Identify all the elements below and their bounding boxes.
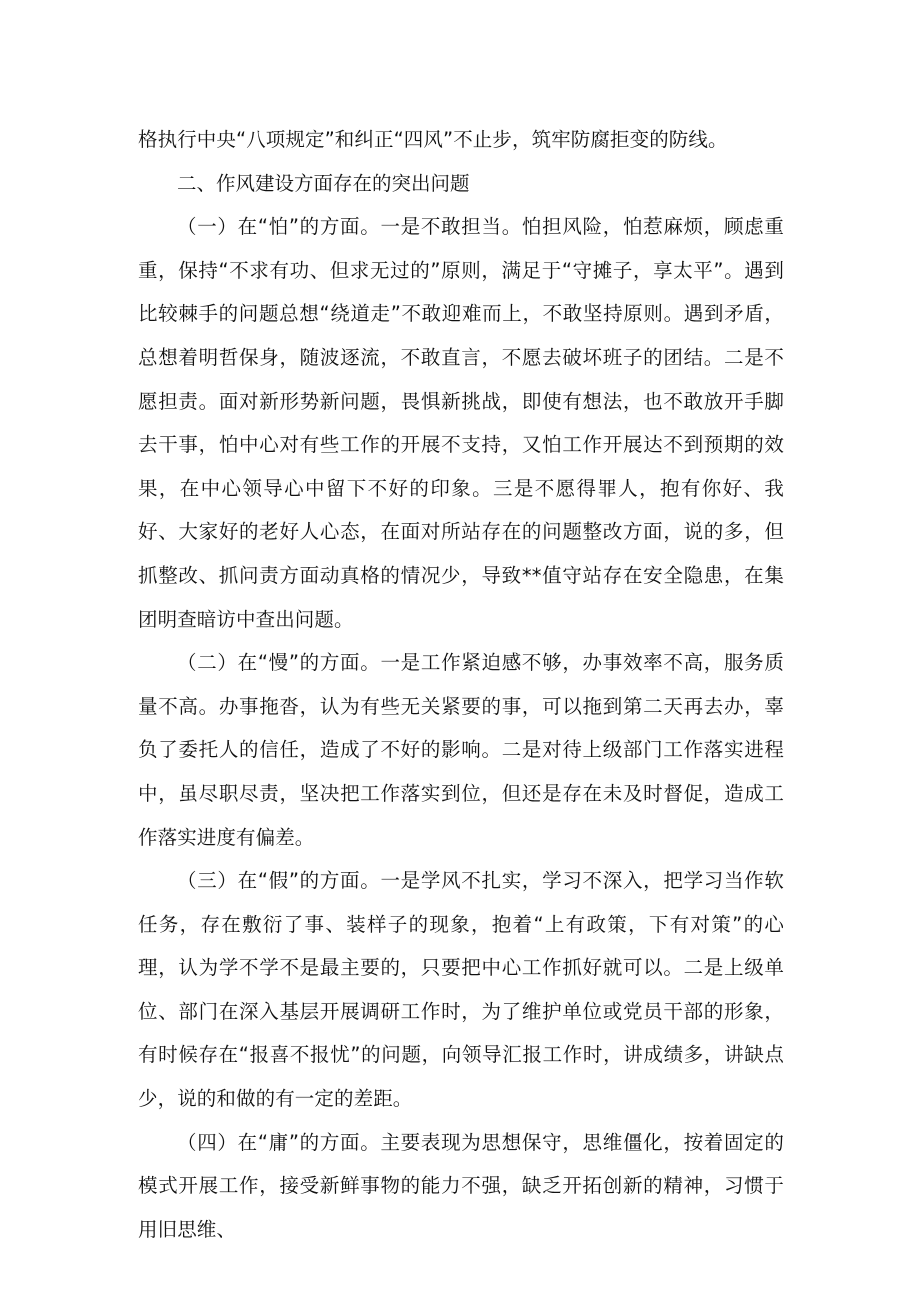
paragraph-continuation: 格执行中央“八项规定”和纠正“四风”不止步，筑牢防腐拒变的防线。: [138, 128, 728, 151]
paragraph-fear: （一）在“怕”的方面。一是不敢担当。怕担风险，怕惹麻烦，顾虑重重，保持“不求有功、但求无过的”原则，满足于“守摊子，享太平”。遇到比较棘手的问题总想“绕道走”不敢迎难而上，不敢坚持原则。遇到矛盾，总想着明哲保身，随波逐流，不敢直言，不愿去破坏班子的团结。二是不愿担责。面对新形势新问题，畏惧新挑战，即使有想法，也不敢放开手脚去干事，怕中心对有些工作的开展不支持，又怕工作开展达不到预期的效果，在中心领导心中留下不好的印象。三是不愿得罪人，抱有你好、我好、大家好的老好人心态，在面对所站存在的问题整改方面，说的多，但抓整改、抓问责方面动真格的情况少，导致**值守站存在安全隐患，在集团明查暗访中查出问题。: [138, 215, 784, 631]
document-body: [138, 118, 784, 1251]
paragraph-mediocre: （四）在“庸”的方面。主要表现为思想保守，思维僵化，按着固定的模式开展工作，接受新鲜事物的能力不强，缺乏开拓创新的精神，习惯于用旧思维、: [138, 1130, 784, 1241]
paragraph-slow: （二）在“慢”的方面。一是工作紧迫感不够，办事效率不高，服务质量不高。办事拖沓，认为有些无关紧要的事，可以拖到第二天再去办，辜负了委托人的信任，造成了不好的影响。二是对待上级部门工作落实进程中，虽尽职尽责，坚决把工作落实到位，但还是存在未及时督促，造成工作落实进度有偏差。: [138, 651, 784, 849]
paragraph-fake: （三）在“假”的方面。一是学风不扎实，学习不深入，把学习当作软任务，存在敷衍了事、装样子的现象，抱着“上有政策，下有对策”的心理，认为学不学不是最主要的，只要把中心工作抓好就可以。二是上级单位、部门在深入基层开展调研工作时，为了维护单位或党员干部的形象，有时候存在“报喜不报忧”的问题，向领导汇报工作时，讲成绩多，讲缺点少，说的和做的有一定的差距。: [138, 869, 784, 1111]
section-heading: 二、作风建设方面存在的突出问题: [177, 171, 470, 195]
